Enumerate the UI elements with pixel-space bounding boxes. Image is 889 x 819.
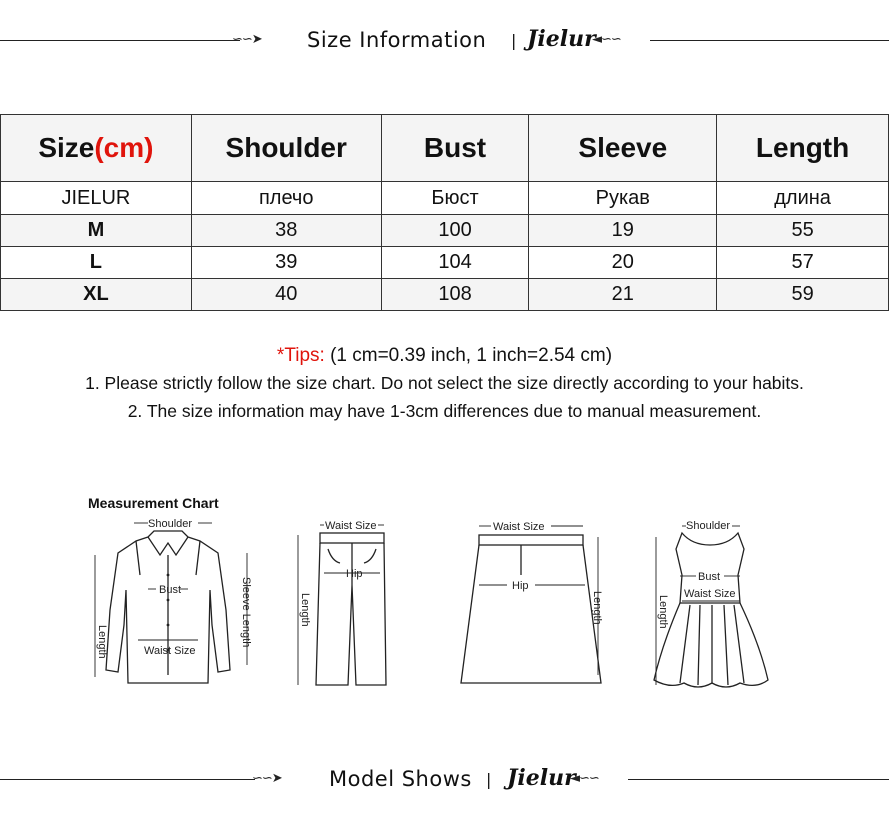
bust-column-header: Bust — [381, 115, 529, 182]
size-column-header: Size(cm) — [1, 115, 192, 182]
table-row — [1, 215, 889, 247]
banner-title: Size Information — [307, 28, 487, 52]
translation-row — [1, 182, 889, 215]
tips-label: *Tips: — [276, 345, 325, 366]
table-cell: Бюст — [381, 182, 529, 215]
flourish-arrow-left-icon: ◄∽∽ — [592, 32, 621, 47]
table-cell: Рукав — [529, 182, 717, 215]
table-row — [1, 247, 889, 279]
skirt-diagram — [455, 515, 615, 690]
pants-length-label: Length — [299, 593, 311, 627]
table-cell: 21 — [529, 279, 717, 311]
size-cell: L — [1, 247, 192, 279]
dress-shoulder-label: Shoulder — [686, 520, 731, 532]
dress-waist-label: Waist Size — [684, 588, 736, 600]
banner-line-left — [0, 779, 255, 780]
banner-line-left — [0, 40, 240, 41]
shirt-bust-label: Bust — [159, 584, 182, 596]
shirt-diagram — [88, 515, 258, 690]
table-row — [1, 279, 889, 311]
table-cell: 108 — [381, 279, 529, 311]
pants-hip-label: Hip — [346, 568, 363, 580]
table-cell: 59 — [717, 279, 889, 311]
shirt-sleeve-label: Sleeve Length — [240, 577, 252, 648]
flourish-arrow-right-icon: ∽∽➤ — [252, 771, 282, 786]
shirt-shoulder-label: Shoulder — [148, 518, 193, 530]
table-cell: 100 — [381, 215, 529, 247]
table-cell: плечо — [191, 182, 381, 215]
banner-separator: | — [511, 31, 517, 50]
banner-separator: | — [486, 770, 492, 789]
table-cell: 55 — [717, 215, 889, 247]
tips-line-1: 1. Please strictly follow the size chart. Do not select the size directly according to your habits. — [85, 373, 804, 393]
tips-line-2: 2. The size information may have 1-3cm differences due to manual measurement. — [127, 401, 762, 421]
pants-waist-label: Waist Size — [325, 520, 377, 532]
size-cell: XL — [1, 279, 192, 311]
dress-length-label: Length — [657, 595, 669, 629]
table-cell: 38 — [191, 215, 381, 247]
dress-diagram — [640, 515, 775, 695]
dress-bust-label: Bust — [698, 571, 721, 583]
table-cell: JIELUR — [1, 182, 192, 215]
banner-line-right — [628, 779, 889, 780]
size-cell: M — [1, 215, 192, 247]
skirt-hip-label: Hip — [512, 580, 529, 592]
table-header-row — [1, 115, 889, 182]
unit-label: (cm) — [94, 132, 154, 163]
tips-section — [0, 343, 889, 425]
tips-conversion: *Tips: (1 cm=0.39 inch, 1 inch=2.54 cm) — [276, 345, 613, 366]
table-cell: 39 — [191, 247, 381, 279]
size-table — [0, 114, 889, 311]
brand-logo: Jielur — [527, 26, 596, 52]
table-cell: 57 — [717, 247, 889, 279]
skirt-length-label: Length — [591, 591, 603, 625]
skirt-waist-label: Waist Size — [493, 521, 545, 533]
banner-title: Model Shows — [329, 767, 472, 791]
table-cell: 104 — [381, 247, 529, 279]
length-column-header: Length — [717, 115, 889, 182]
table-cell: 19 — [529, 215, 717, 247]
measurement-chart-title: Measurement Chart — [88, 495, 219, 511]
header-banner — [0, 26, 889, 56]
pants-diagram — [288, 515, 398, 690]
table-cell: 20 — [529, 247, 717, 279]
banner-line-right — [650, 40, 889, 41]
shoulder-column-header: Shoulder — [191, 115, 381, 182]
sleeve-column-header: Sleeve — [529, 115, 717, 182]
footer-banner — [0, 765, 889, 795]
shirt-waist-label: Waist Size — [144, 645, 196, 657]
table-cell: 40 — [191, 279, 381, 311]
brand-logo: Jielur — [507, 765, 576, 791]
shirt-length-label: Length — [96, 625, 108, 659]
flourish-arrow-left-icon: ◄∽∽ — [570, 771, 599, 786]
table-cell: длина — [717, 182, 889, 215]
flourish-arrow-right-icon: ∽∽➤ — [232, 32, 262, 47]
